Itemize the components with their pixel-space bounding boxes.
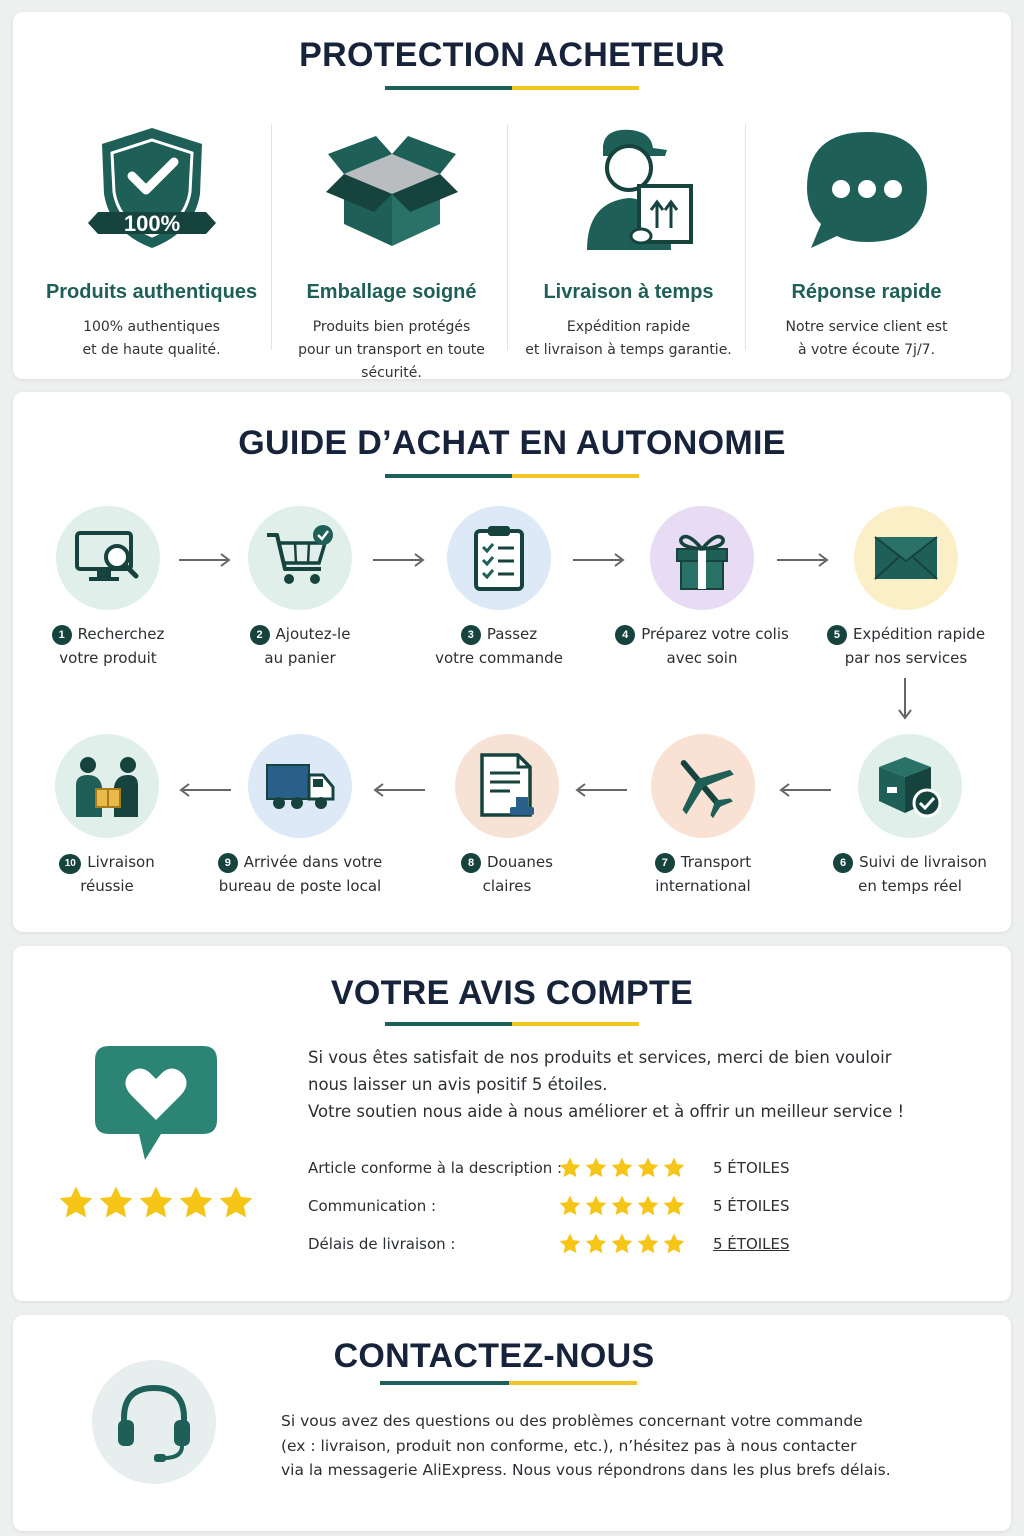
- star-icon: [558, 1194, 582, 1218]
- rating-value: 5 ÉTOILES: [713, 1159, 790, 1177]
- avis-section: [13, 946, 1011, 1301]
- protection-item-title: Réponse rapide: [791, 281, 942, 303]
- title-underline: [380, 1381, 637, 1385]
- arrow-down-icon: [897, 676, 913, 722]
- star-icon: [558, 1156, 582, 1180]
- star-icon: [610, 1194, 634, 1218]
- protection-item-title: Livraison à temps: [543, 281, 714, 303]
- protection-item-delivery: [510, 124, 747, 358]
- step-label: 9 Arrivée dans votre bureau de poste local: [218, 853, 383, 895]
- arrow-left-icon: [777, 782, 833, 798]
- arrow-right-icon: [571, 552, 627, 568]
- arrow-right-icon: [775, 552, 831, 568]
- column-divider: [271, 124, 272, 350]
- monitor-search-icon: [73, 523, 143, 593]
- protection-item-title: Produits authentiques: [45, 281, 258, 303]
- rating-row-communication: [308, 1194, 868, 1220]
- rating-row-delivery: [308, 1232, 868, 1258]
- step-label: 4 Préparez votre colis avec soin: [602, 622, 802, 670]
- star-icon: [584, 1156, 608, 1180]
- arrow-right-icon: [371, 552, 427, 568]
- protection-item-desc: Expédition rapide et livraison à temps garantie.: [525, 319, 732, 358]
- contact-section: [13, 1315, 1011, 1531]
- chat-bubble-icon: [797, 124, 937, 254]
- rating-stars: [558, 1194, 686, 1222]
- avis-title: VOTRE AVIS COMPTE: [330, 974, 694, 1012]
- star-icon: [584, 1194, 608, 1218]
- step-label: 3 Passez votre commande: [435, 625, 563, 667]
- star-icon: [636, 1194, 660, 1218]
- arrow-left-icon: [573, 782, 629, 798]
- protection-item-response: [748, 124, 985, 358]
- arrow-right-icon: [177, 552, 233, 568]
- step-label: 6 Suivi de livraison en temps réel: [810, 850, 1010, 898]
- step-label: 10 Livraison réussie: [7, 850, 207, 898]
- title-underline: [385, 474, 639, 478]
- rating-label: Article conforme à la description :: [308, 1159, 563, 1177]
- protection-section: [13, 12, 1011, 379]
- rating-row-description: [308, 1156, 868, 1182]
- arrow-left-icon: [371, 782, 427, 798]
- gift-box-icon: [667, 523, 737, 593]
- rating-label: Communication :: [308, 1197, 437, 1215]
- contact-message: Si vous avez des questions ou des problèmes concernant votre commande (ex : livraison, produit non conforme, etc.), n’hésitez pas à nous contacter via la messagerie AliExpress. Nous vous répondrons dans les plus brefs délais.: [281, 1412, 891, 1479]
- rating-value: 5 ÉTOILES: [713, 1197, 790, 1215]
- step-label: 7 Transport international: [655, 853, 752, 895]
- protection-item-authentic: [33, 124, 270, 358]
- star-icon: [584, 1232, 608, 1256]
- rating-stars: [558, 1156, 686, 1184]
- star-icon: [177, 1184, 215, 1222]
- star-icon: [662, 1194, 686, 1218]
- guide-section: [13, 392, 1011, 932]
- step-label: 2 Ajoutez-le au panier: [200, 622, 400, 670]
- rating-label: Délais de livraison :: [308, 1235, 456, 1253]
- arrow-left-icon: [177, 782, 233, 798]
- star-icon: [558, 1232, 582, 1256]
- guide-title: GUIDE D’ACHAT EN AUTONOMIE: [238, 424, 786, 462]
- customs-document-stamp-icon: [472, 751, 542, 821]
- title-underline: [385, 86, 639, 90]
- heart-chat-icon: [91, 1042, 221, 1162]
- shield-check-icon: [82, 124, 222, 254]
- rating-stars: [558, 1232, 686, 1260]
- step-label: 5 Expédition rapide par nos services: [806, 622, 1006, 670]
- open-box-icon: [322, 124, 462, 254]
- package-tracking-icon: [875, 751, 945, 821]
- star-icon: [636, 1156, 660, 1180]
- rating-value: 5 ÉTOILES: [713, 1235, 790, 1253]
- star-icon: [636, 1232, 660, 1256]
- star-icon: [662, 1156, 686, 1180]
- envelope-icon: [871, 523, 941, 593]
- star-icon: [97, 1184, 135, 1222]
- truck-icon: [265, 751, 335, 821]
- headset-icon: [114, 1380, 194, 1464]
- protection-title: PROTECTION ACHETEUR: [299, 36, 725, 74]
- airplane-icon: [668, 751, 738, 821]
- star-icon: [610, 1232, 634, 1256]
- star-icon: [217, 1184, 255, 1222]
- clipboard-checklist-icon: [464, 523, 534, 593]
- protection-item-packaging: [273, 124, 510, 381]
- big-star-rating: [57, 1184, 257, 1224]
- badge-100: 100%: [123, 211, 180, 236]
- cart-check-icon: [265, 523, 335, 593]
- protection-item-desc: Produits bien protégés pour un transport en toute sécurité.: [298, 319, 485, 381]
- protection-item-title: Emballage soigné: [306, 281, 477, 303]
- star-icon: [57, 1184, 95, 1222]
- protection-item-desc: 100% authentiques et de haute qualité.: [82, 319, 221, 358]
- star-icon: [137, 1184, 175, 1222]
- star-icon: [662, 1232, 686, 1256]
- protection-item-desc: Notre service client est à votre écoute 7j/7.: [785, 319, 948, 358]
- headset-icon-circle: [92, 1360, 216, 1484]
- handover-parcel-icon: [72, 751, 142, 821]
- step-label: 1 Recherchez votre produit: [8, 622, 208, 670]
- star-icon: [610, 1156, 634, 1180]
- contact-title: CONTACTEZ-NOUS: [333, 1337, 655, 1375]
- delivery-man-icon: [559, 124, 699, 254]
- title-underline: [385, 1022, 639, 1026]
- avis-message: Si vous êtes satisfait de nos produits et services, merci de bien vouloir nous laisser un avis positif 5 étoiles. Votre soutien nous aide à nous améliorer et à offrir un meilleur service !: [308, 1048, 905, 1121]
- step-label: 8 Douanes claires: [407, 850, 607, 898]
